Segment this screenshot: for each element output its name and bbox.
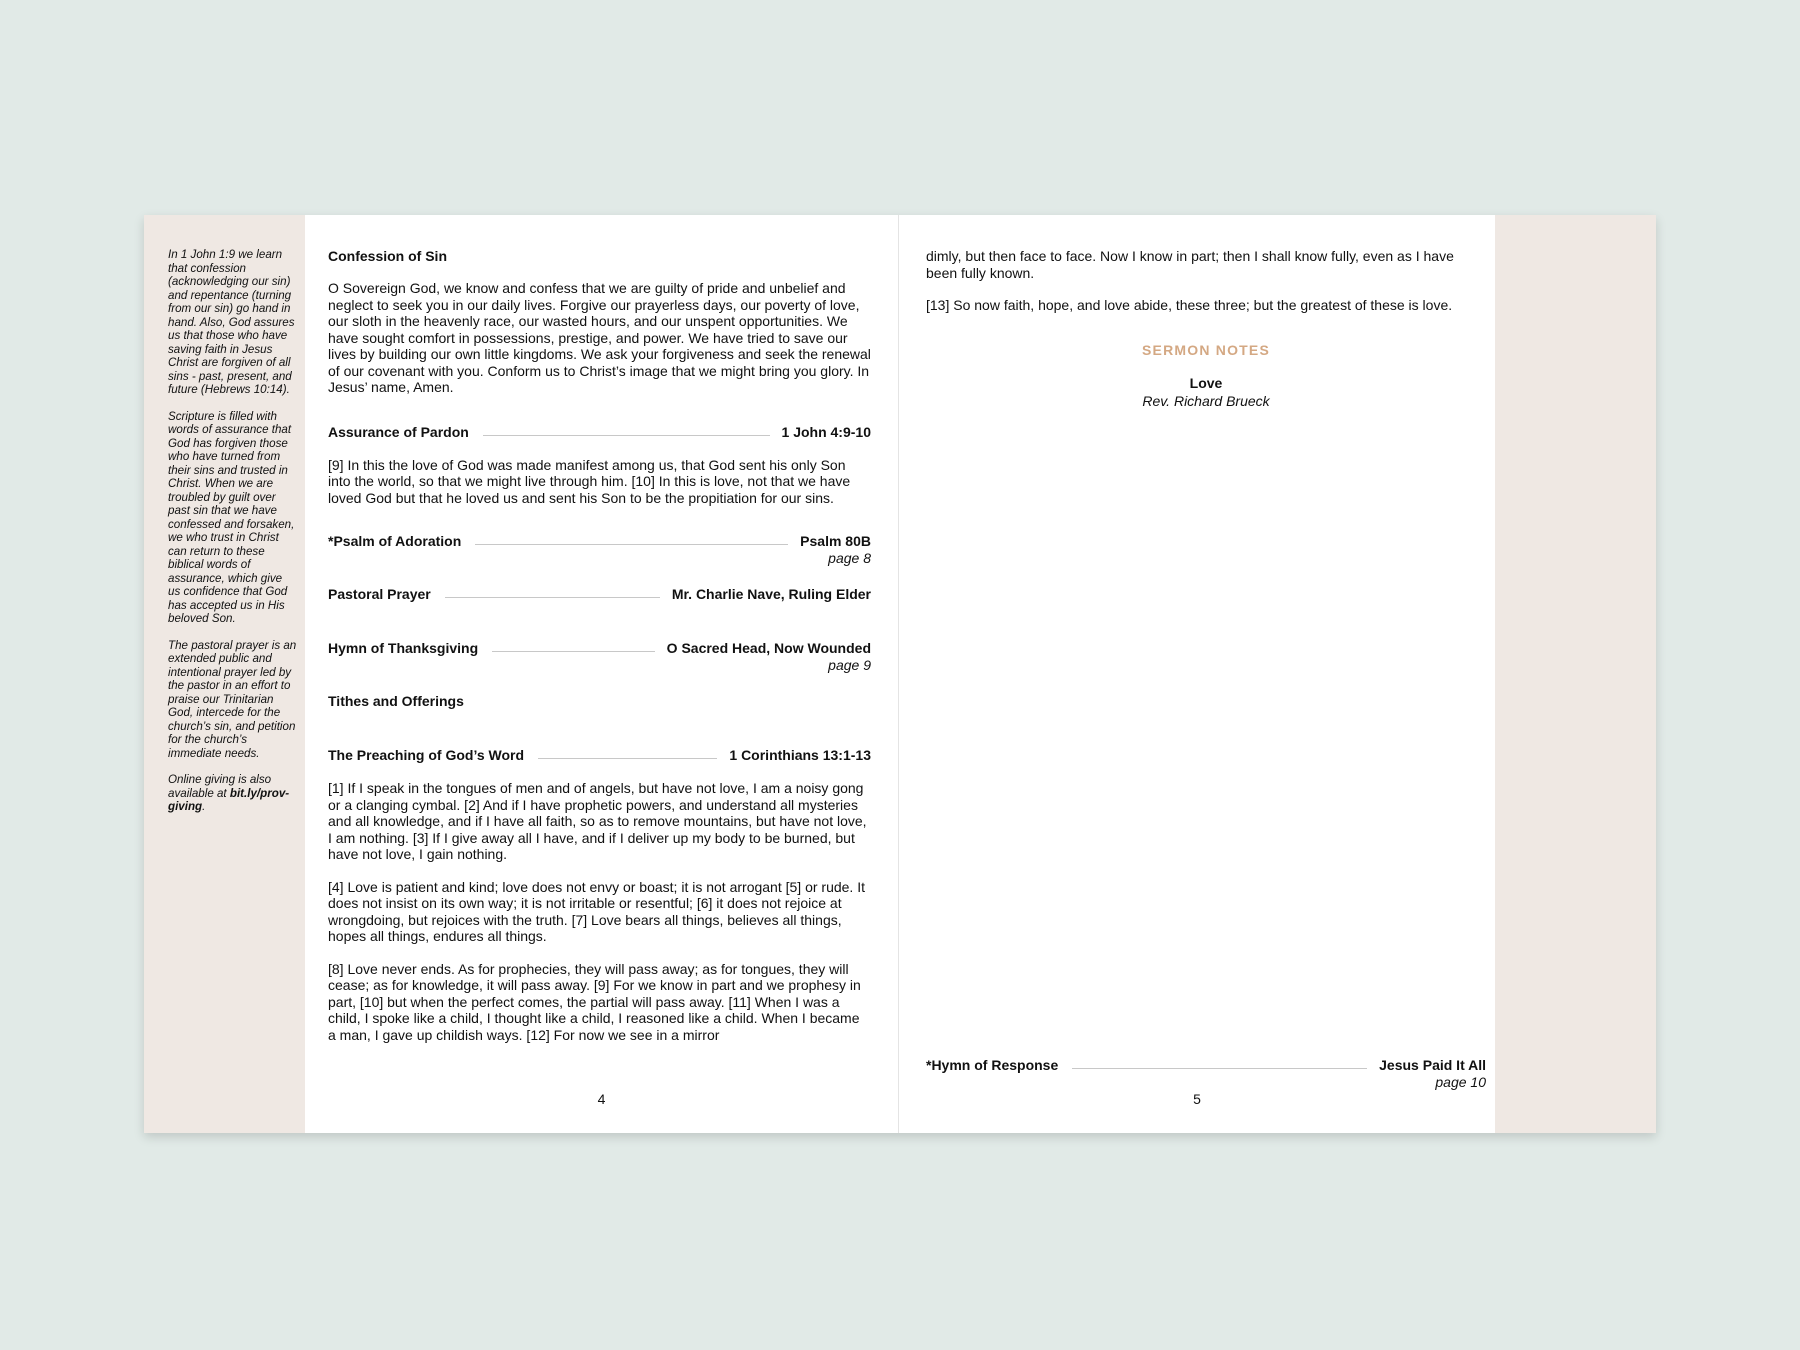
divider-line	[475, 544, 788, 545]
margin-note-prayer: The pastoral prayer is an extended public and intentional prayer led by the pastor in an effort to praise our Trinitarian God, intercede for the church’s sin, and petition for the church’s immediate needs.	[168, 638, 297, 760]
scripture-continued: dimly, but then face to face. Now I know in part; then I shall know fully, even as I have been fully known.	[926, 248, 1454, 281]
assurance-row	[328, 424, 871, 441]
response-ref: Jesus Paid It All	[1379, 1057, 1486, 1073]
hymn-ref: O Sacred Head, Now Wounded	[666, 640, 871, 656]
preaching-ref: 1 Corinthians 13:1-13	[729, 747, 871, 763]
scripture-paragraph: [8] Love never ends. As for prophecies, they will pass away; as for tongues, they will cease; as for knowledge, it will pass away. [9] For we know in part and we prophesy in part, [10] but when the perfect comes, the partial will pass away. [11] When I was a child, I spoke like a child, I thought like a child, I reasoned like a child. When I became a man, I gave up childish ways. [12] For now we see in a mirror	[328, 960, 861, 1043]
scripture-paragraph: [1] If I speak in the tongues of men and of angels, but have not love, I am a noisy gong or a clanging cymbal. [2] And if I have prophetic powers, and understand all mysteries and all knowledge, and if I have all faith, so as to remove mountains, but have not love, I am nothing. [3] If I give away all I have, and if I deliver up my body to be burned, but have not love, I gain nothing.	[328, 780, 867, 862]
divider-line	[483, 435, 770, 436]
psalm-label: *Psalm of Adoration	[328, 533, 462, 549]
page-5	[899, 215, 1495, 1133]
sermon-title: Love	[1189, 374, 1223, 391]
hymn-page: page 9	[828, 657, 871, 673]
divider-line	[492, 651, 655, 652]
preaching-label: The Preaching of God’s Word	[328, 747, 525, 763]
divider-line	[445, 597, 660, 598]
assurance-ref: 1 John 4:9-10	[781, 423, 871, 440]
margin-note-assurance: Scripture is filled with words of assurance that God has forgiven those who have turned from their sins and trusted in Christ. When we are troubled by guilt over past sin that we have confessed and forsaken, we who trust in Christ can return to these biblical words of assurance, which give us confidence that God has accepted us in His beloved Son.	[168, 409, 295, 625]
divider-line	[538, 758, 717, 759]
confession-title: Confession of Sin	[328, 248, 447, 264]
right-margin	[1495, 215, 1656, 1133]
assurance-text: [9] In this the love of God was made manifest among us, that God sent his only Son into the world, so that we might live through him. [10] In this is love, not that we have loved God but that he loved us and sent his Son to be the propitiation for our sins.	[328, 456, 851, 506]
psalm-ref: Psalm 80B	[800, 533, 871, 549]
divider-line	[1072, 1068, 1367, 1069]
margin-notes	[144, 215, 305, 1133]
psalm-row	[328, 533, 871, 567]
page-4	[305, 215, 899, 1133]
response-row	[926, 1057, 1486, 1091]
prayer-ref: Mr. Charlie Nave, Ruling Elder	[671, 586, 871, 602]
giving-link[interactable]: bit.ly/prov-giving	[168, 786, 290, 813]
sermon-notes-heading: SERMON NOTES	[1142, 341, 1270, 358]
page-number-right: 5	[1193, 1091, 1201, 1107]
hymn-row	[328, 640, 871, 674]
scripture-verse-13: [13] So now faith, hope, and love abide, these three; but the greatest of these is love.	[926, 297, 1453, 313]
margin-note-giving: Online giving is also available at bit.ly/prov-giving.	[168, 773, 290, 813]
page-number-left: 4	[597, 1091, 606, 1107]
confession-text: O Sovereign God, we know and confess that we are guilty of pride and unbelief and neglect to seek you in our daily lives. Forgive our prayerless days, our poverty of love, our sloth in the heavenly race, our wasted hours, and our unspent opportunities. We have sought comfort in possessions, prestige, and power. We have tried to save our lives by building our own little kingdoms. We ask your forgiveness and seek the renewal of our covenant with you. Conform us to Christ’s image that we might bring you glory. In Jesus’ name, Amen.	[328, 280, 871, 395]
prayer-label: Pastoral Prayer	[328, 586, 431, 602]
preaching-row	[328, 747, 871, 764]
margin-note-confession: In 1 John 1:9 we learn that confession (acknowledging our sin) and repentance (turning from our sin) go hand in hand. Also, God assures us that those who have saving faith in Jesus Christ are forgiven of all sins - past, present, and future (Hebrews 10:14).	[168, 248, 295, 396]
response-page: page 10	[1435, 1074, 1486, 1090]
prayer-row	[328, 586, 871, 603]
hymn-label: Hymn of Thanksgiving	[328, 640, 479, 656]
psalm-page: page 8	[828, 550, 871, 566]
bulletin-spread	[144, 215, 1656, 1133]
tithes-title: Tithes and Offerings	[328, 693, 464, 709]
sermon-speaker: Rev. Richard Brueck	[1142, 392, 1270, 409]
assurance-label: Assurance of Pardon	[328, 423, 469, 440]
scripture-paragraph: [4] Love is patient and kind; love does not envy or boast; it is not arrogant [5] or rude. It does not insist on its own way; it is not irritable or resentful; [6] it does not rejoice at wrongdoing, but rejoices with the truth. [7] Love bears all things, believes all things, hopes all things, endures all things.	[328, 878, 865, 944]
response-label: *Hymn of Response	[926, 1057, 1059, 1073]
